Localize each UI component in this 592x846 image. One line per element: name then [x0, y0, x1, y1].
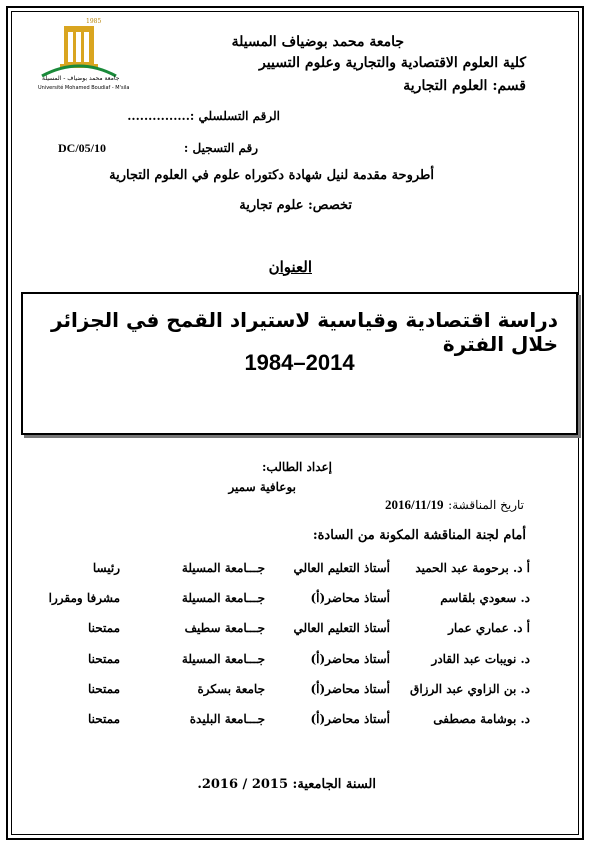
registration-label: رقم التسجيل :: [183, 141, 258, 155]
defense-date: 2016/11/19: [385, 497, 444, 512]
logo-latin-name: Université Mohamed Boudiaf - M'sila: [38, 85, 130, 91]
faculty-name: كلية العلوم الاقتصادية والتجارية وعلوم التسيير: [259, 55, 526, 71]
thesis-title-line1: دراسة اقتصادية وقياسية لاستيراد القمح في الجزائر خلال الفترة: [51, 308, 558, 356]
jury-member-role: مشرفا ومقررا: [48, 591, 120, 605]
jury-member-rank: أستاذ التعليم العالي: [293, 561, 390, 575]
jury-member-university: جـــامعة المسيلة: [181, 652, 265, 666]
jury-member-rank: أستاذ التعليم العالي: [293, 621, 390, 635]
jury-row: [40, 682, 530, 702]
student-label: إعداد الطالب:: [261, 460, 332, 474]
jury-member-rank: أستاذ محاضر(أ): [310, 652, 390, 666]
student-name: بوعافية سمير: [228, 480, 296, 494]
jury-member-name: د. بوشامة مصطفى: [433, 712, 530, 726]
jury-row: [40, 712, 530, 732]
jury-member-rank: أستاذ محاضر(أ): [310, 712, 390, 726]
thesis-title-box: [21, 292, 578, 435]
jury-member-name: أ د. برحومة عبد الحميد: [415, 561, 530, 575]
title-heading: العنوان: [268, 258, 312, 276]
jury-member-role: ممتحنا: [87, 621, 120, 635]
jury-member-name: د. سعودي بلقاسم: [440, 591, 530, 605]
jury-member-role: ممتحنا: [87, 682, 120, 696]
jury-member-university: جـــامعة المسيلة: [181, 591, 265, 605]
jury-row: [40, 561, 530, 581]
jury-row: [40, 652, 530, 672]
jury-member-university: جـــامعة سطيف: [184, 621, 265, 635]
serial-number-label: الرقم التسلسلي :...............: [127, 109, 280, 123]
jury-member-role: ممتحنا: [87, 712, 120, 726]
university-logo: [34, 18, 130, 94]
logo-year: 1985: [86, 18, 102, 25]
jury-row: [40, 591, 530, 611]
jury-member-name: د. نويبات عبد القادر: [431, 652, 530, 666]
jury-member-university: جامعة بسكرة: [197, 682, 265, 696]
jury-row: [40, 621, 530, 641]
jury-member-university: جـــامعة البليدة: [189, 712, 265, 726]
university-logo-graphic: [34, 18, 124, 94]
university-name: جامعة محمد بوضياف المسيلة: [231, 34, 404, 50]
jury-member-university: جـــامعة المسيلة: [181, 561, 265, 575]
thesis-degree: أطروحة مقدمة لنيل شهادة دكتوراه علوم في العلوم التجارية: [109, 168, 434, 183]
logo-arabic-name: جامعة محمد بوضياف - المسيلة: [42, 75, 120, 82]
jury-member-name: د. بن الزاوي عبد الرزاق: [410, 682, 530, 696]
jury-member-rank: أستاذ محاضر(أ): [310, 591, 390, 605]
jury-heading: أمام لجنة المناقشة المكونة من السادة:: [312, 528, 526, 543]
academic-year: السنة الجامعية: 2015 / 2016.: [197, 777, 376, 792]
jury-member-name: أ د. عماري عمار: [448, 621, 530, 635]
jury-member-role: ممتحنا: [87, 652, 120, 666]
jury-member-rank: أستاذ محاضر(أ): [310, 682, 390, 696]
defense-date-label: تاريخ المناقشة:: [448, 498, 524, 512]
thesis-title-years: 1984–2014: [244, 350, 355, 375]
registration-number: DC/05/10: [58, 141, 106, 155]
jury-member-role: رئيسا: [92, 561, 120, 575]
thesis-specialty: تخصص: علوم تجارية: [239, 198, 352, 213]
department-name: قسم: العلوم التجارية: [403, 78, 526, 94]
